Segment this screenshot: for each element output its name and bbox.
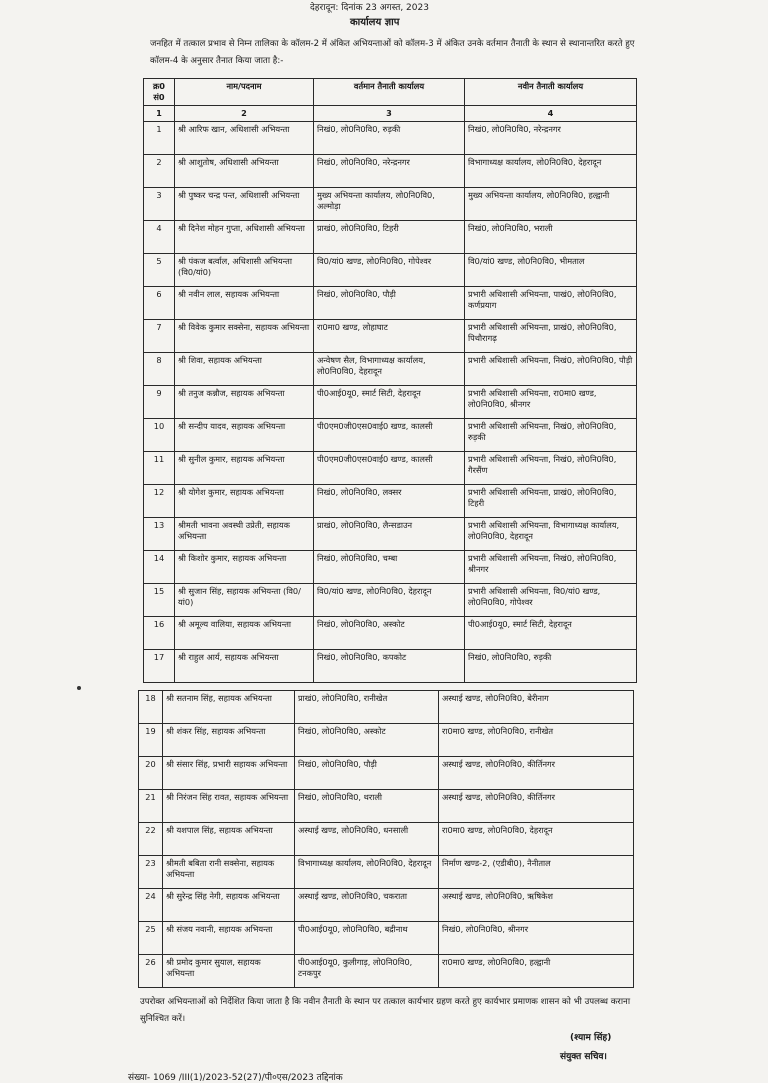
cell-new-posting: निर्माण खण्ड-2, (एडीबी0), नैनीताल — [439, 856, 634, 889]
table-row — [144, 518, 637, 551]
cell-new-posting: निखं0, लो0नि0वि0, नरेन्द्रनगर — [465, 122, 637, 155]
cell-serial: 5 — [144, 254, 175, 287]
cell-serial: 24 — [139, 889, 163, 922]
table-row — [144, 188, 637, 221]
cell-serial: 26 — [139, 955, 163, 988]
table-row — [144, 155, 637, 188]
cell-new-posting: वि0/यां0 खण्ड, लो0नि0वि0, भीमताल — [465, 254, 637, 287]
cell-name: श्री अमूल्य वालिया, सहायक अभियन्ता — [175, 617, 314, 650]
table-row — [144, 650, 637, 683]
cell-name: श्री तनुज कन्नौज, सहायक अभियन्ता — [175, 386, 314, 419]
cell-current-posting: पी0आई0यू0, कुलीगाड़, लो0नि0वि0, टनकपुर — [295, 955, 439, 988]
table-row — [144, 419, 637, 452]
table-body-part1 — [144, 122, 637, 683]
cell-name: श्री शंकर सिंह, सहायक अभियन्ता — [163, 724, 295, 757]
cell-serial: 14 — [144, 551, 175, 584]
cell-name: श्री यशपाल सिंह, सहायक अभियन्ता — [163, 823, 295, 856]
cell-current-posting: निखं0, लो0नि0वि0, पौड़ी — [314, 287, 465, 320]
cell-new-posting: प्रभारी अधिशासी अभियन्ता, रा0मा0 खण्ड, लो0नि0वि0, श्रीनगर — [465, 386, 637, 419]
cell-name: श्री सुजान सिंह, सहायक अभियन्ता (वि0/यां0) — [175, 584, 314, 617]
cell-name: श्री संजय नवानी, सहायक अभियन्ता — [163, 922, 295, 955]
table-row — [139, 691, 634, 724]
cell-current-posting: निखं0, लो0नि0वि0, अस्कोट — [295, 724, 439, 757]
cell-name: श्री पंकज बर्त्वाल, अधिशासी अभियन्ता (वि0/यां0) — [175, 254, 314, 287]
cell-serial: 7 — [144, 320, 175, 353]
col-number: 4 — [465, 106, 637, 122]
cell-current-posting: निखं0, लो0नि0वि0, अस्कोट — [314, 617, 465, 650]
cell-current-posting: पी0आई0यू0, स्मार्ट सिटी, देहरादून — [314, 386, 465, 419]
table-row — [139, 724, 634, 757]
cell-current-posting: वि0/यां0 खण्ड, लो0नि0वि0, गोपेश्वर — [314, 254, 465, 287]
cell-current-posting: वि0/यां0 खण्ड, लो0नि0वि0, देहरादून — [314, 584, 465, 617]
cell-current-posting: प्राखं0, लो0नि0वि0, टिहरी — [314, 221, 465, 254]
table-row — [139, 856, 634, 889]
cell-new-posting: रा0मा0 खण्ड, लो0नि0वि0, हल्द्वानी — [439, 955, 634, 988]
cell-serial: 4 — [144, 221, 175, 254]
cell-name: श्री किशोर कुमार, सहायक अभियन्ता — [175, 551, 314, 584]
intro-paragraph: जनहित में तत्काल प्रभाव से निम्न तालिका के कॉलम-2 में अंकित अभियन्ताओं को कॉलम-3 में अंकित उनके वर्तमान तैनाती के स्थान से स्थानान्तरित करते हुए कॉलम-4 के अनुसार तैनात किया जाता है:- — [150, 39, 635, 66]
table-row — [144, 386, 637, 419]
cell-name: श्री संसार सिंह, प्रभारी सहायक अभियन्ता — [163, 757, 295, 790]
cell-new-posting: प्रभारी अधिशासी अभियन्ता, प्राखं0, लो0नि0वि0, टिहरी — [465, 485, 637, 518]
cell-serial: 8 — [144, 353, 175, 386]
header-new-posting: नवीन तैनाती कार्यालय — [465, 79, 637, 106]
cell-new-posting: विभागाध्यक्ष कार्यालय, लो0नि0वि0, देहरादून — [465, 155, 637, 188]
cell-serial: 11 — [144, 452, 175, 485]
cell-name: श्री आशुतोष, अधिशासी अभियन्ता — [175, 155, 314, 188]
cell-new-posting: निखं0, लो0नि0वि0, भराली — [465, 221, 637, 254]
table-row — [144, 221, 637, 254]
signatory-title: संयुक्त सचिव। — [560, 1052, 607, 1062]
cell-serial: 6 — [144, 287, 175, 320]
col-number: 1 — [144, 106, 175, 122]
cell-new-posting: अस्थाई खण्ड, लो0नि0वि0, ऋषिकेश — [439, 889, 634, 922]
transfer-table-part2 — [138, 690, 634, 988]
table-row — [144, 452, 637, 485]
cell-new-posting: प्रभारी अधिशासी अभियन्ता, प्राखं0, लो0नि0वि0, पिथौरागढ़ — [465, 320, 637, 353]
cell-serial: 21 — [139, 790, 163, 823]
table-body-part2 — [139, 691, 634, 988]
cell-name: श्री सतनाम सिंह, सहायक अभियन्ता — [163, 691, 295, 724]
cell-new-posting: पी0आई0यू0, स्मार्ट सिटी, देहरादून — [465, 617, 637, 650]
header-serial: क्र0 सं0 — [144, 79, 175, 106]
cell-serial: 25 — [139, 922, 163, 955]
cell-serial: 18 — [139, 691, 163, 724]
header-name: नाम/पदनाम — [175, 79, 314, 106]
cell-current-posting: निखं0, लो0नि0वि0, लक्सर — [314, 485, 465, 518]
cell-current-posting: पी0आई0यू0, लो0नि0वि0, बद्रीनाथ — [295, 922, 439, 955]
cell-name: श्री आरिफ खान, अधिशासी अभियन्ता — [175, 122, 314, 155]
cell-name: श्री विवेक कुमार सक्सेना, सहायक अभियन्ता — [175, 320, 314, 353]
reference-number: संख्या- 1069 /III(1)/2023-52(27)/पी०एस/2023 तद्दिनांक — [128, 1073, 343, 1083]
document-title: कार्यालय ज्ञाप — [350, 17, 400, 28]
table-row — [139, 889, 634, 922]
cell-new-posting: प्रभारी अधिशासी अभियन्ता, निखं0, लो0नि0वि0, पौड़ी — [465, 353, 637, 386]
cell-new-posting: प्रभारी अधिशासी अभियन्ता, निखं0, लो0नि0वि0, गैरसैंण — [465, 452, 637, 485]
cell-current-posting: प्राखं0, लो0नि0वि0, लैन्सडाउन — [314, 518, 465, 551]
cell-new-posting: मुख्य अभियन्ता कार्यालय, लो0नि0वि0, हल्द्वानी — [465, 188, 637, 221]
cell-serial: 15 — [144, 584, 175, 617]
table-row — [144, 320, 637, 353]
cell-name: श्री नवीन लाल, सहायक अभियन्ता — [175, 287, 314, 320]
cell-serial: 22 — [139, 823, 163, 856]
cell-name: श्री राहुल आर्य, सहायक अभियन्ता — [175, 650, 314, 683]
cell-serial: 12 — [144, 485, 175, 518]
cell-current-posting: विभागाध्यक्ष कार्यालय, लो0नि0वि0, देहरादून — [295, 856, 439, 889]
cell-current-posting: निखं0, लो0नि0वि0, नरेन्द्रनगर — [314, 155, 465, 188]
scan-dot — [77, 686, 81, 690]
cell-current-posting: निखं0, लो0नि0वि0, कपकोट — [314, 650, 465, 683]
cell-new-posting: प्रभारी अधिशासी अभियन्ता, निखं0, लो0नि0वि0, श्रीनगर — [465, 551, 637, 584]
table-row — [139, 922, 634, 955]
cell-name: श्री प्रमोद कुमार सुयाल, सहायक अभियन्ता — [163, 955, 295, 988]
cell-new-posting: प्रभारी अधिशासी अभियन्ता, निखं0, लो0नि0वि0, रुड़की — [465, 419, 637, 452]
cell-new-posting: निखं0, लो0नि0वि0, रुड़की — [465, 650, 637, 683]
cell-serial: 9 — [144, 386, 175, 419]
table-row — [139, 955, 634, 988]
signatory-name: (श्याम सिंह) — [570, 1033, 612, 1043]
header-date-line: देहरादून: दिनांक 23 अगस्त, 2023 — [310, 3, 429, 13]
cell-serial: 19 — [139, 724, 163, 757]
cell-current-posting: निखं0, लो0नि0वि0, थराली — [295, 790, 439, 823]
cell-current-posting: अन्वेषण सैल, विभागाध्यक्ष कार्यालय, लो0नि0वि0, देहरादून — [314, 353, 465, 386]
cell-new-posting: रा0मा0 खण्ड, लो0नि0वि0, रानीखेत — [439, 724, 634, 757]
table-row — [144, 584, 637, 617]
table-row — [144, 485, 637, 518]
instruction-paragraph: उपरोक्त अभियन्ताओं को निर्देशित किया जाता है कि नवीन तैनाती के स्थान पर तत्काल कार्यभार ग्रहण करते हुए कार्यभार प्रमाणक शासन को भी उपलब्ध कराना सुनिश्चित करें। — [140, 997, 631, 1024]
cell-current-posting: निखं0, लो0नि0वि0, रुड़की — [314, 122, 465, 155]
cell-new-posting: प्रभारी अधिशासी अभियन्ता, विभागाध्यक्ष कार्यालय, लो0नि0वि0, देहरादून — [465, 518, 637, 551]
cell-current-posting: निखं0, लो0नि0वि0, पौड़ी — [295, 757, 439, 790]
table-row — [144, 617, 637, 650]
cell-serial: 20 — [139, 757, 163, 790]
table-row — [144, 122, 637, 155]
table-row — [144, 287, 637, 320]
cell-current-posting: पी0एम0जी0एस0वाई0 खण्ड, कालसी — [314, 419, 465, 452]
cell-serial: 17 — [144, 650, 175, 683]
cell-name: श्री योगेश कुमार, सहायक अभियन्ता — [175, 485, 314, 518]
table-row — [139, 823, 634, 856]
cell-current-posting: रा0मा0 खण्ड, लोहाघाट — [314, 320, 465, 353]
cell-serial: 23 — [139, 856, 163, 889]
cell-current-posting: पी0एम0जी0एस0वाई0 खण्ड, कालसी — [314, 452, 465, 485]
cell-new-posting: अस्थाई खण्ड, लो0नि0वि0, बेरीनाग — [439, 691, 634, 724]
cell-name: श्रीमती भावना अवस्थी उप्रेती, सहायक अभियन्ता — [175, 518, 314, 551]
col-number: 3 — [314, 106, 465, 122]
cell-serial: 13 — [144, 518, 175, 551]
cell-new-posting: रा0मा0 खण्ड, लो0नि0वि0, देहरादून — [439, 823, 634, 856]
cell-serial: 1 — [144, 122, 175, 155]
cell-new-posting: प्रभारी अधिशासी अभियन्ता, पाखं0, लो0नि0वि0, कर्णप्रयाग — [465, 287, 637, 320]
cell-serial: 10 — [144, 419, 175, 452]
cell-current-posting: प्राखं0, लो0नि0वि0, रानीखेत — [295, 691, 439, 724]
cell-name: श्री पुष्कर चन्द्र पन्त, अधिशासी अभियन्ता — [175, 188, 314, 221]
cell-name: श्रीमती बबिता रानी सक्सेना, सहायक अभियन्ता — [163, 856, 295, 889]
cell-current-posting: अस्थाई खण्ड, लो0नि0वि0, चकराता — [295, 889, 439, 922]
cell-name: श्री निरंजन सिंह रावत, सहायक अभियन्ता — [163, 790, 295, 823]
header-current-posting: वर्तमान तैनाती कार्यालय — [314, 79, 465, 106]
cell-serial: 3 — [144, 188, 175, 221]
cell-new-posting: निखं0, लो0नि0वि0, श्रीनगर — [439, 922, 634, 955]
cell-name: श्री शिवा, सहायक अभियन्ता — [175, 353, 314, 386]
cell-new-posting: प्रभारी अधिशासी अभियन्ता, वि0/यां0 खण्ड, लो0नि0वि0, गोपेश्वर — [465, 584, 637, 617]
cell-name: श्री सुनील कुमार, सहायक अभियन्ता — [175, 452, 314, 485]
col-number: 2 — [175, 106, 314, 122]
cell-current-posting: अस्थाई खण्ड, लो0नि0वि0, धनसाली — [295, 823, 439, 856]
table-row — [139, 757, 634, 790]
cell-name: श्री दिनेश मोहन गुप्ता, अधिशासी अभियन्ता — [175, 221, 314, 254]
table-row — [144, 254, 637, 287]
cell-new-posting: अस्थाई खण्ड, लो0नि0वि0, कीर्तिनगर — [439, 757, 634, 790]
cell-current-posting: मुख्य अभियन्ता कार्यालय, लो0नि0वि0, अल्मोड़ा — [314, 188, 465, 221]
cell-name: श्री सुरेन्द्र सिंह नेगी, सहायक अभियन्ता — [163, 889, 295, 922]
cell-new-posting: अस्थाई खण्ड, लो0नि0वि0, कीर्तिनगर — [439, 790, 634, 823]
table-row — [144, 551, 637, 584]
transfer-table-part1 — [143, 78, 637, 683]
cell-serial: 16 — [144, 617, 175, 650]
cell-current-posting: निखं0, लो0नि0वि0, चम्बा — [314, 551, 465, 584]
table-row — [139, 790, 634, 823]
table-row — [144, 353, 637, 386]
cell-name: श्री सन्दीप यादव, सहायक अभियन्ता — [175, 419, 314, 452]
cell-serial: 2 — [144, 155, 175, 188]
